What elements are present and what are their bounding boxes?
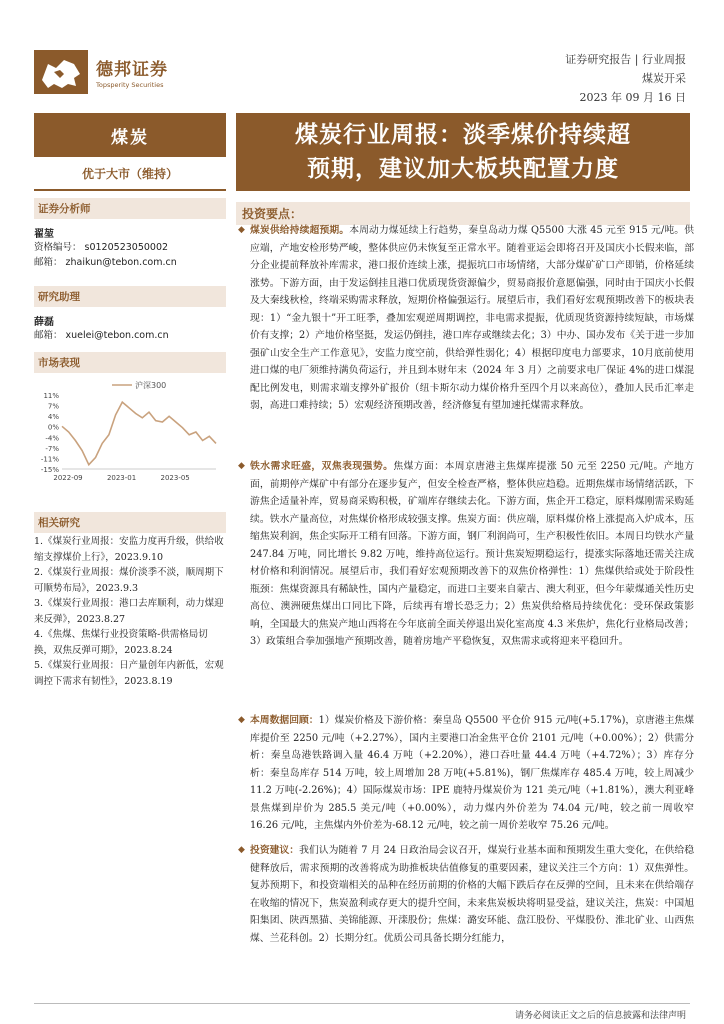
bullet-icon: ◆ [238,845,245,855]
y-tick-label: 0% [47,423,59,432]
market-block [34,352,226,373]
market-chart-svg [34,375,226,487]
key-point-recommendation [238,842,695,947]
rating-label: 优于大市（维持） [34,157,226,191]
bullet-icon: ◆ [238,715,245,725]
market-section-title: 市场表现 [34,352,226,373]
series-line-hs300 [62,402,216,465]
report-date: 2023 年 09 月 16 日 [579,91,686,104]
y-tick-label: -7% [45,444,59,453]
brand-name-cn: 德邦证券 [96,60,168,80]
related-report-item[interactable]: 4.《焦煤、焦煤行业投资策略-供需格局切换，双焦反弹可期》，2023.8.24 [34,629,208,656]
bull-logo-icon [34,50,88,94]
key-point-coking [238,458,694,651]
report-title [236,113,690,191]
key-point-data-review [238,712,694,835]
footer-divider [34,1003,690,1004]
related-report-item[interactable]: 2.《煤炭行业周报：煤价淡季不淡，顺周期下可顺势布局》，2023.9.3 [34,567,224,594]
bullet-icon: ◆ [238,461,245,471]
sector-label: 煤炭 [34,113,226,157]
x-tick-label: 2023-01 [106,474,137,482]
y-tick-label: -15% [40,466,59,474]
doc-type: 证券研究报告 | 行业周报 [565,53,686,66]
analyst-section-title: 证券分析师 [34,198,226,219]
bullet-icon: ◆ [238,225,245,235]
assistant-email[interactable]: 邮箱： xuelei@tebon.com.cn [34,330,169,341]
analyst-email[interactable]: 邮箱： zhaikun@tebon.com.cn [34,257,177,268]
analyst-cert: 资格编号： s0120523050002 [34,242,169,253]
assistant-block [34,286,226,343]
key-point-body: 1）煤炭价格及下游价格：秦皇岛 Q5500 平仓价 915 元/吨(+5.17%)，京唐港主焦煤库提价至 2250 元/吨（+2.27%），国内主要港口冶金焦平仓价 2101 元/吨（+0.00%）；2）供需分析：秦皇岛港铁路调入量 46.4 万吨（+2.20%），港口吞吐量 44.4 万吨（+4.72%）；3）库存分析：秦皇岛库存 514 万吨，较上周增加 28 万吨(+5.81%)，钢厂焦煤库存 485.4 万吨，较上周减少 11.2 万吨(-2.26%)；4）国际煤炭市场：IPE 鹿特丹煤炭价为 121 美元/吨（+1.81%），澳大利亚峰景焦煤到岸价为 285.5 美元/吨（+0.00%），动力煤内外价差为 74.04 元/吨，较之前一周收窄 16.26 元/吨，主焦煤内外价差为-68.12 元/吨，较之前一周价差收窄 75.26 元/吨。 [250,715,694,831]
related-reports-list [34,534,226,689]
key-point-heading: 煤炭供给持续超预期。 [250,225,350,236]
footer-disclaimer: 请务必阅读正文之后的信息披露和法律声明 [514,1011,686,1021]
key-point-body: 本周动力煤延续上行趋势，秦皇岛动力煤 Q5500 大涨 45 元至 915 元/吨。供应端，产地安检形势严峻，整体供应仍未恢复至正常水平。随着亚运会即将召开及国庆小长假来临，部分企业提前释放补库需求，港口报价连续上涨，提振坑口市场情绪，大部分煤矿矿口产即销，价格延续涨势。下游方面，由于发运倒挂且港口优质现货资源偏少，贸易商报价意愿偏强，同时由于国庆小长假及大秦线秋检，终端采购需求释放，短期价格偏强运行。展望后市，我们看好宏观预期改善下的板块表现：1）“金九银十”开工旺季，叠加宏观逆周期调控，非电需求提振，优质现货资源持续短缺，市场煤价有支撑；2）产地价格坚挺，发运仍倒挂，港口库存或继续去化；3）中办、国办发布《关于进一步加强矿山安全生产工作意见》，安监力度空前，供给弹性弱化；4）根据印度电力部要求，10月底前使用进口煤的电厂须维持满负荷运行，并且到本财年末（2024 年 3 月）之前要求电厂保证 4%的进口煤混配比例发电，则需求端支撑外矿报价（纽卡斯尔动力煤价格升至四个月以来高位），叠加人民币汇率走弱，高进口难持续；5）宏观经济预期改善，经济修复有望加速托煤需求释放。 [250,225,695,411]
assistant-name: 薛磊 [34,317,54,328]
x-tick-label: 2022-09 [53,474,83,482]
header-meta [565,50,686,107]
analyst-block [34,198,226,270]
title-line-2: 预期，建议加大板块配置力度 [307,155,619,182]
related-report-item[interactable]: 3.《煤炭行业周报：港口去库顺利，动力煤迎来反弹》，2023.8.27 [34,598,224,625]
y-tick-label: -4% [45,434,59,443]
y-tick-label: 7% [47,402,59,411]
y-tick-label: 4% [47,413,59,422]
key-point-heading: 铁水需求旺盛，双焦表现强势。 [250,461,394,472]
key-point-body: 焦煤方面：本周京唐港主焦煤库提涨 50 元至 2250 元/吨。产地方面，前期停产煤矿中有部分在逐步复产，但安全检查严格，整体供应趋稳。近期焦煤市场情绪活跃，下游焦企适量补库，贸易商采购积极，矿端库存继续去化。下游方面，焦企开工稳定，原料煤刚需采购延续。铁水产量高位，对焦煤价格形成较强支撑。焦炭方面：供应端，原料煤价格上涨提高入炉成本，压缩焦炭利润，焦企实际开工稍有回落。下游方面，钢厂利润尚可，生产积极性依旧。本周日均铁水产量 247.84 万吨，同比增长 9.82 万吨，维持高位运行。预计焦炭短期稳运行，提涨实际落地还需关注成材价格和利润情况。展望后市，我们看好宏观预期改善下的双焦价格弹性：1）焦煤供给或处于阶段性瓶颈：焦煤资源具有稀缺性，国内产量稳定，而进口主要来自蒙古、澳大利亚，但今年蒙煤通关性历史高位、澳洲硬焦煤出口同比下降，后续再有增长恐乏力；2）焦炭供给格局持续优化：受环保政策影响，全国最大的焦炭产地山西将在今年底前全面关停退出炭化室高度 4.3 米焦炉，焦化行业格局改善；3）政策组合拳加强地产预期改善，随着房地产平稳恢复，双焦需求或将迎来平稳回升。 [250,461,694,647]
y-tick-label: -11% [40,455,59,464]
title-line-1: 煤炭行业周报：淡季煤价持续超 [295,121,631,148]
brand-logo [34,50,168,94]
key-point-heading: 本周数据回顾： [250,715,319,726]
brand-name-en: Topsperity Securities [96,81,164,89]
key-point-body: 我们认为随着 7 月 24 日政治局会议召开，煤炭行业基本面和预期发生重大变化，在供给稳健释放后，需求预期的改善将成为助推板块估值修复的重要因素，建议关注三个方向：1）双焦弹性。复苏预期下，和投资端相关的品种在经历前期的价格的大幅下跌后存在反弹的空间，且未来在供给端存在收缩的情况下，焦炭盈利或存更大的提升空间，未来焦炭板块将明显受益，建议关注，焦炭：中国旭阳集团、陕西黑猫、美锦能源、开滦股份；焦煤：潞安环能、盘江股份、平煤股份、淮北矿业、山西焦煤、兰花科创。2）长期分红。优质公司具备长期分红能力， [250,845,695,944]
legend-label: 沪深300 [135,381,167,390]
related-block [34,512,226,533]
related-report-item[interactable]: 1.《煤炭行业周报：安监力度再升级，供给收缩支撑煤价上行》，2023.9.10 [34,536,224,563]
market-chart [34,375,226,487]
analyst-name: 翟堃 [34,229,54,240]
key-point-heading: 投资建议： [250,845,300,856]
sub-sector: 煤炭开采 [642,72,686,85]
key-points-title: 投资要点： [236,202,690,225]
y-tick-label: 11% [43,392,59,400]
key-point-supply [238,222,695,415]
related-section-title: 相关研究 [34,512,226,533]
related-report-item[interactable]: 5.《煤炭行业周报：日产量创年内新低，宏观调控下需求有韧性》，2023.8.19 [34,660,224,687]
x-tick-label: 2023-05 [160,474,190,482]
assistant-section-title: 研究助理 [34,286,226,307]
